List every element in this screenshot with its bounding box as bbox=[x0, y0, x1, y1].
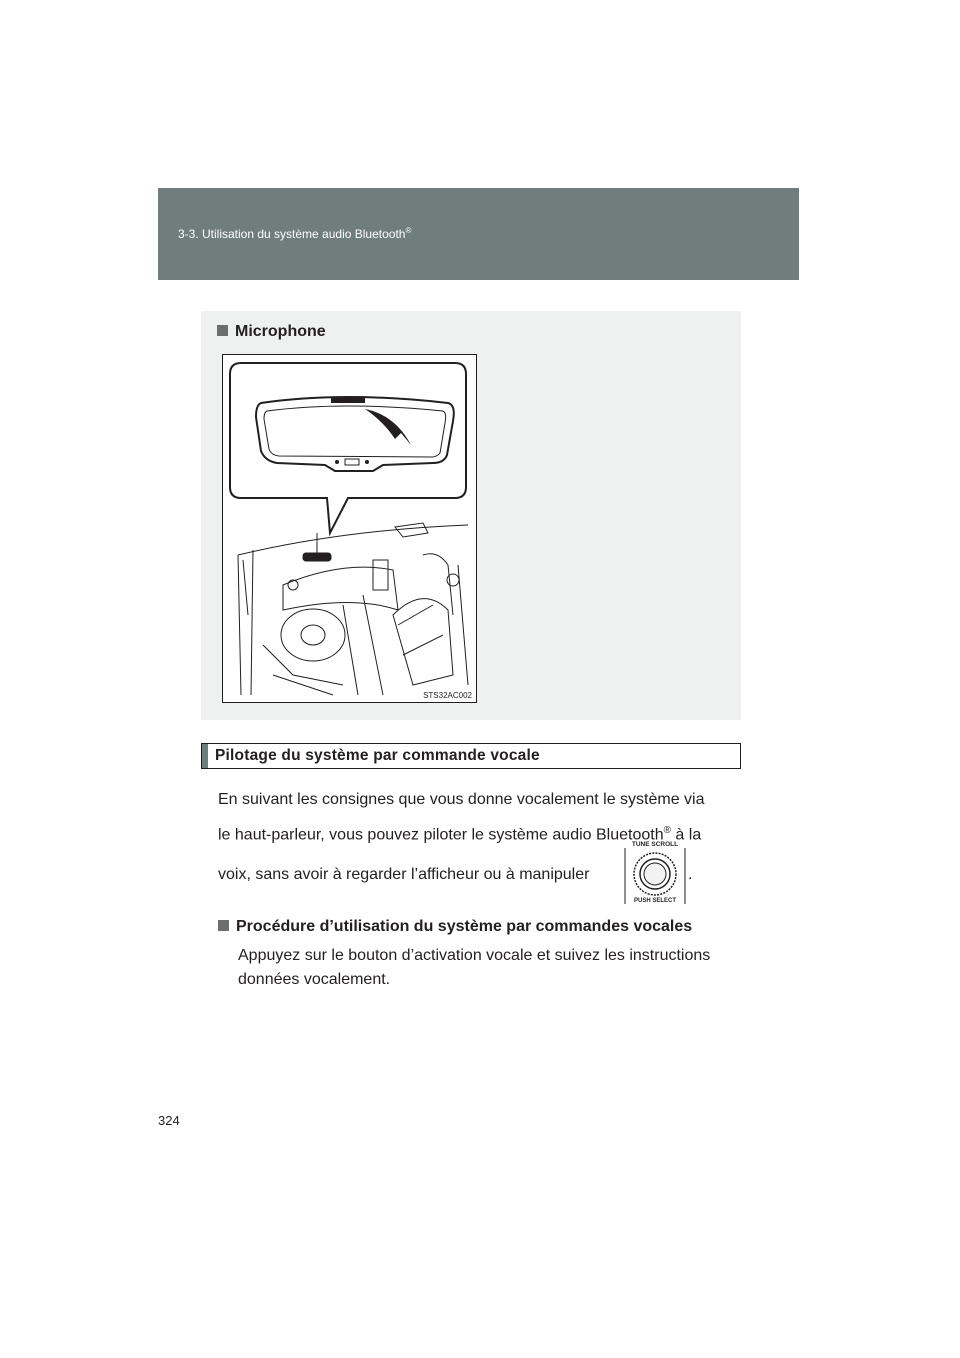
tune-knob-icon bbox=[623, 838, 687, 904]
chapter-header bbox=[158, 188, 799, 280]
section-accent bbox=[202, 744, 208, 768]
section-title: Pilotage du système par commande vocale bbox=[215, 747, 540, 764]
square-bullet-icon bbox=[218, 920, 229, 931]
intro-line-3: voix, sans avoir à regarder l’afficheur ou à manipuler bbox=[218, 866, 590, 883]
figure-code: STS32AC002 bbox=[423, 691, 472, 700]
intro-period: . bbox=[688, 866, 693, 883]
knob-bottom-label: PUSH SELECT bbox=[633, 898, 677, 904]
rearview-mirror-interior-drawing bbox=[223, 355, 476, 702]
chapter-title: 3-3. Utilisation du système audio Bluetooth® bbox=[178, 226, 412, 241]
microphone-heading: Microphone bbox=[217, 323, 326, 341]
intro-line-2: le haut-parleur, vous pouvez piloter le système audio Bluetooth® à la bbox=[218, 825, 702, 844]
intro-line-1: En suivant les consignes que vous donne vocalement le système via bbox=[218, 791, 705, 808]
square-bullet-icon bbox=[217, 325, 228, 336]
page-number: 324 bbox=[158, 1113, 180, 1128]
microphone-illustration bbox=[222, 354, 477, 703]
microphone-box bbox=[201, 311, 741, 720]
procedure-body: Appuyez sur le bouton d’activation vocale et suivez les instructions données vocalement. bbox=[238, 947, 711, 988]
knob-top-label: TUNE SCROLL bbox=[631, 841, 679, 848]
procedure-heading: Procédure d’utilisation du système par commandes vocales bbox=[218, 918, 692, 936]
section-heading-bar bbox=[201, 743, 741, 769]
